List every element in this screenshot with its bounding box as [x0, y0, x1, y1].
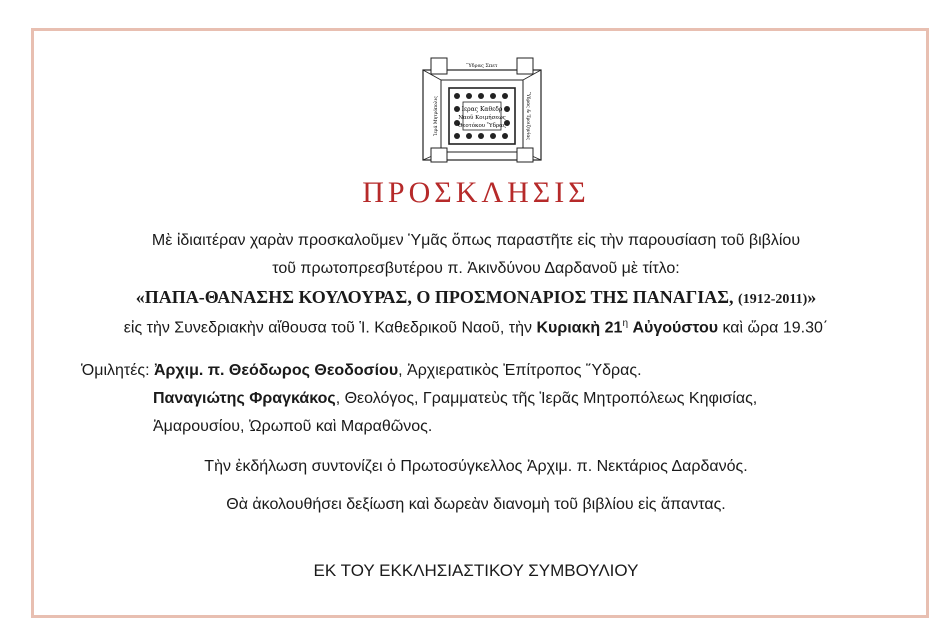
signature-line: ΕΚ ΤΟΥ ΕΚΚΛΗΣΙΑΣΤΙΚΟΥ ΣΥΜΒΟΥΛΙΟΥ [313, 561, 639, 580]
seal-center-line2: Ναοῦ Κοιμήσεως [458, 115, 506, 121]
venue-month: Αὐγούστου [632, 319, 719, 337]
book-title [0, 287, 952, 308]
seal-left-text: Ἱερά Μητρόπολις [434, 96, 439, 136]
intro-line-1: Μὲ ἰδιαιτέραν χαρὰν προσκαλοῦμεν Ὑμᾶς ὅπως παραστῆτε εἰς τὴν παρουσίαση τοῦ βιβλίου [151, 232, 801, 249]
coordinator-line: Τὴν ἐκδήλωση συντονίζει ὁ Πρωτοσύγκελλος Ἀρχιμ. π. Νεκτάριος Δαρδανός. [204, 458, 748, 475]
seal-center-line3: Θεοτόκου Ὕδρας [458, 123, 506, 129]
speaker-2-name: Παναγιώτης Φραγκάκος [153, 390, 336, 407]
speaker-1-role: , Ἀρχιερατικὸς Ἐπίτροπος Ὕδρας. [398, 362, 642, 379]
speaker-2-role: , Θεολόγος, Γραμματεὺς τῆς Ἱερᾶς Μητροπόλεως Κηφισίας, [335, 390, 758, 407]
venue-date: 21 [604, 319, 623, 337]
speaker-row-1 [81, 357, 881, 385]
seal-top-text: Ὕδρας Σπετ [466, 63, 498, 69]
speaker-row-2 [81, 385, 881, 413]
book-title-close: » [807, 287, 817, 307]
venue-day: Κυριακὴ [536, 319, 601, 337]
book-title-text: «ΠΑΠΑ-ΘΑΝΑΣΗΣ ΚΟΥΛΟΥΡΑΣ, Ο ΠΡΟΣΜΟΝΑΡΙΟΣ ΤΗΣ ΠΑΝΑΓΙΑΣ, [135, 287, 734, 307]
reception-line: Θὰ ἀκολουθήσει δεξίωση καὶ δωρεὰν διανομὴ τοῦ βιβλίου εἰς ἅπαντας. [226, 496, 726, 513]
speakers-block [81, 357, 881, 441]
speaker-row-3 [81, 413, 881, 441]
speaker-1-name: Ἀρχιμ. π. Θεόδωρος Θεοδοσίου [153, 362, 399, 379]
invitation-title: ΠΡΟΣΚΛΗΣΙΣ [362, 176, 590, 209]
speakers-label: Ὁμιλητές: [81, 362, 150, 379]
seal-right-text: Ὕδρας & Τροιζηνίας [525, 92, 530, 140]
venue-line [0, 318, 952, 337]
venue-suffix: καὶ ὥρα 19.30΄ [718, 319, 829, 337]
book-years: (1912-2011) [738, 292, 808, 307]
speaker-2-role-cont: Ἀμαρουσίου, Ὠρωποῦ καὶ Μαραθῶνος. [153, 418, 433, 435]
seal-center-line1: Ιερας Καθεδρ [461, 106, 503, 113]
seal-emblem [419, 56, 545, 164]
intro-line-2: τοῦ πρωτοπρεσβυτέρου π. Ἀκινδύνου Δαρδανοῦ μὲ τίτλο: [272, 260, 680, 277]
venue-date-sup: η [622, 318, 629, 329]
venue-prefix: εἰς τὴν Συνεδριακὴν αἴθουσα τοῦ Ἱ. Καθεδρικοῦ Ναοῦ, τὴν [123, 319, 537, 337]
